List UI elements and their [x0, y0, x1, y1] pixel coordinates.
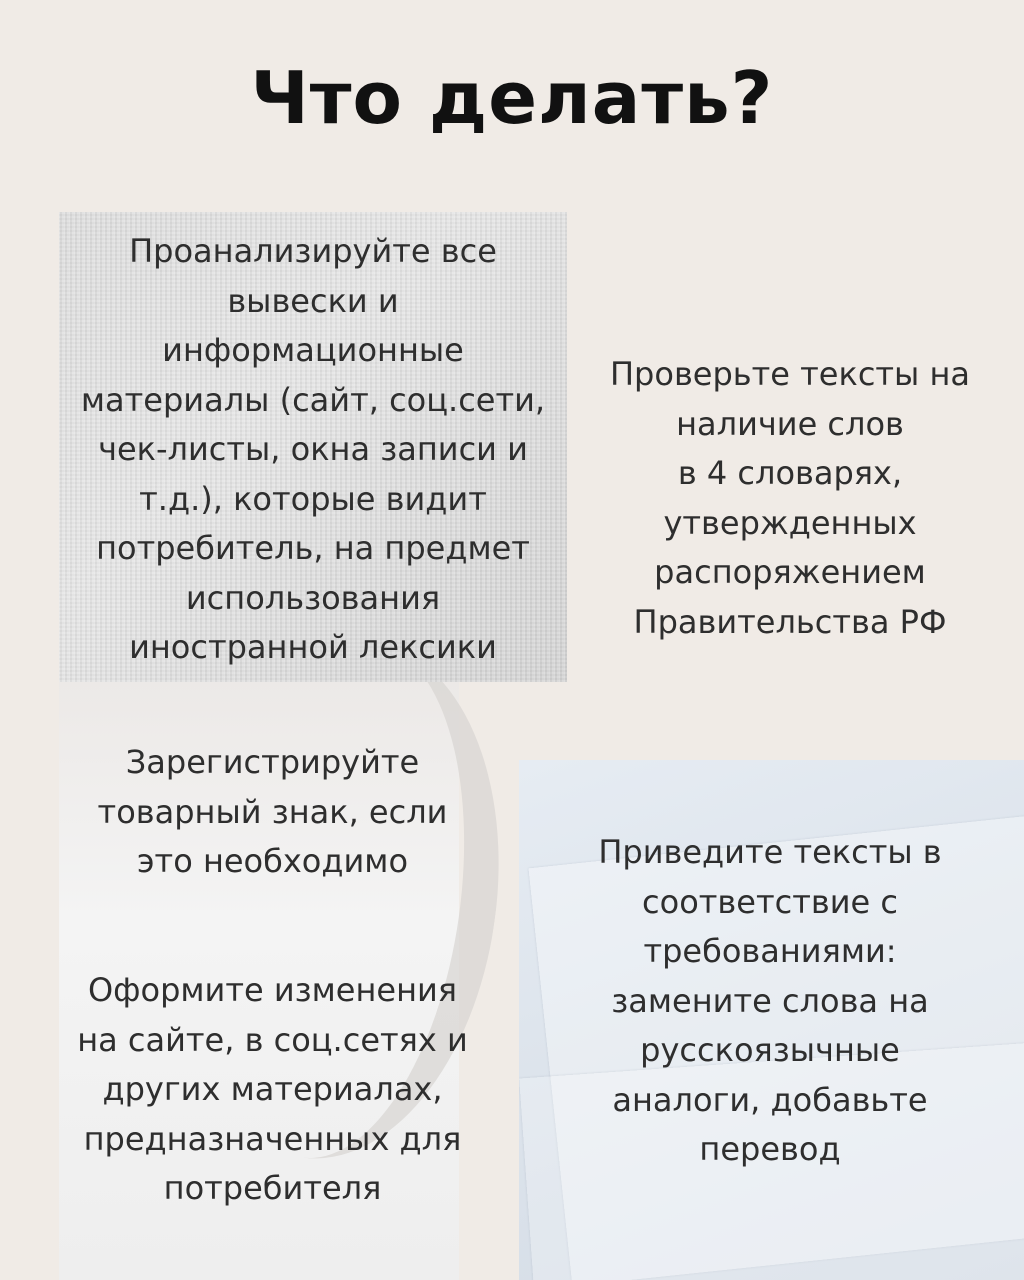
- page-title: Что делать?: [250, 56, 774, 140]
- step-register-text: Зарегистрируйте товарный знак, если это необходимо: [97, 743, 448, 880]
- step-analyze-text: Проанализируйте все вывески и информационные материалы (сайт, соц.сети, чек-листы, окна записи и т.д.), которые видит потребитель, на предмет использования иностранной лексики: [80, 232, 546, 666]
- step-check-text: Проверьте тексты на наличие слов в 4 словарях, утвержденных распоряжением Правительства РФ: [609, 355, 971, 641]
- step-update-text: Оформите изменения на сайте, в соц.сетях и других материалах, предназначенных для потребителя: [77, 971, 468, 1207]
- step-fix-text: Приведите тексты в соответствие с требованиями: замените слова на русскоязычные аналоги, добавьте перевод: [598, 833, 942, 1168]
